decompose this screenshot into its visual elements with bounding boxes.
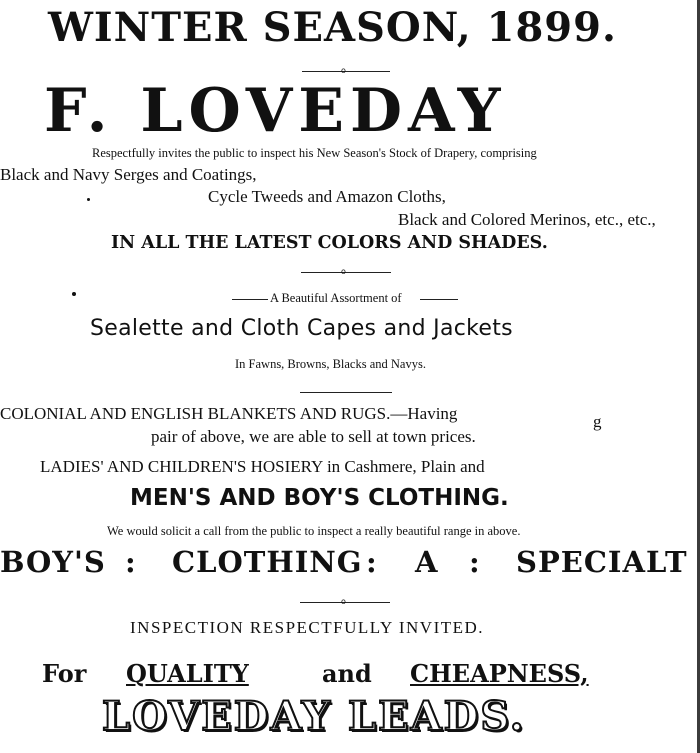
loveday-leads: LOVEDAY LEADS.	[102, 693, 526, 740]
season-title: WINTER SEASON, 1899.	[48, 4, 617, 51]
ink-speck	[72, 292, 76, 296]
inspection-line: INSPECTION RESPECTFULLY INVITED.	[130, 618, 485, 637]
clothing-word: CLOTHING	[172, 545, 363, 579]
colors-line: IN ALL THE LATEST COLORS AND SHADES.	[111, 233, 548, 253]
separator: :	[366, 545, 377, 579]
divider-ornament: o	[341, 267, 346, 276]
goods-item: Black and Navy Serges and Coatings,	[0, 165, 257, 184]
specialty-word: SPECIALT	[516, 545, 688, 579]
separator: :	[469, 545, 480, 579]
divider-ornament: o	[341, 597, 346, 606]
assortment-intro: A Beautiful Assortment of	[270, 291, 402, 305]
goods-item: Cycle Tweeds and Amazon Cloths,	[208, 187, 446, 206]
capes-heading: Sealette and Cloth Capes and Jackets	[90, 316, 513, 341]
divider-ornament: o	[341, 66, 346, 75]
divider-rule	[232, 299, 268, 300]
cheapness-word: CHEAPNESS,	[410, 659, 589, 688]
separator: :	[125, 545, 136, 579]
goods-item: Black and Colored Merinos, etc., etc.,	[398, 210, 656, 229]
blankets-line: COLONIAL AND ENGLISH BLANKETS AND RUGS.—Having	[0, 404, 458, 423]
divider-rule	[301, 272, 391, 273]
blankets-line-tail: g	[593, 412, 602, 431]
divider-rule	[302, 71, 390, 72]
solicit-text: We would solicit a call from the public to inspect a really beautiful range in above.	[107, 524, 521, 538]
divider-rule	[300, 392, 392, 393]
boys-word: BOY'S	[0, 545, 106, 579]
intro-text: Respectfully invites the public to inspect his New Season's Stock of Drapery, comprising	[92, 146, 537, 160]
quality-word: QUALITY	[126, 659, 249, 688]
divider-rule	[420, 299, 458, 300]
a-word: A	[415, 545, 438, 579]
capes-colors: In Fawns, Browns, Blacks and Navys.	[235, 357, 426, 371]
blankets-line: pair of above, we are able to sell at town prices.	[151, 427, 476, 446]
hosiery-line: LADIES' AND CHILDREN'S HOSIERY in Cashmere, Plain and	[40, 457, 485, 476]
for-word: For	[42, 659, 87, 688]
mens-heading: MEN'S AND BOY'S CLOTHING.	[130, 485, 509, 511]
and-word: and	[322, 659, 372, 688]
merchant-name: F. LOVEDAY	[44, 76, 507, 146]
ink-speck	[87, 198, 90, 201]
